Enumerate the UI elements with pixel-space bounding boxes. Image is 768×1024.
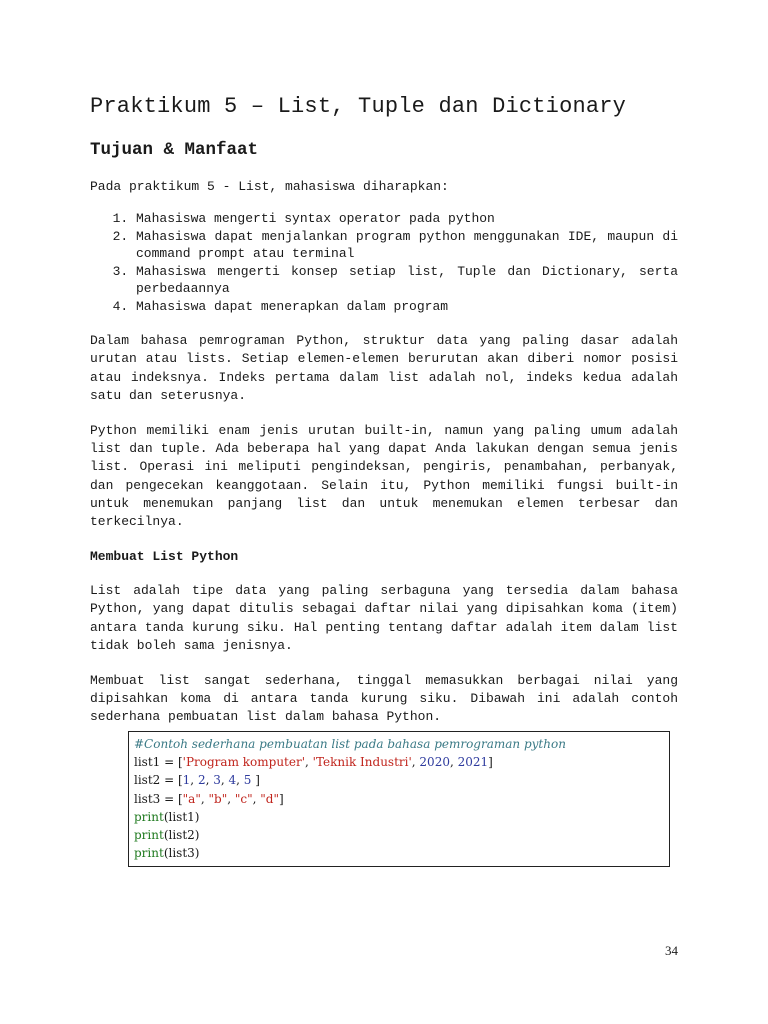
goal-item: 3. Mahasiswa mengerti konsep setiap list, Tuple dan Dictionary, serta perbedaannya bbox=[136, 263, 678, 298]
paragraph: List adalah tipe data yang paling serbaguna yang tersedia dalam bahasa Python, yang dapat ditulis sebagai daftar nilai yang dipisahkan koma (item) antara tanda kurung siku. Hal penting tentang daftar adalah item dalam list tidak boleh sama jenisnya. bbox=[90, 583, 678, 653]
code-number: 5 bbox=[243, 773, 252, 788]
code-number: 1 bbox=[182, 773, 191, 788]
code-number: 3 bbox=[213, 773, 221, 788]
paragraph: Membuat list sangat sederhana, tinggal memasukkan berbagai nilai yang dipisahkan koma di antara tanda kurung siku. Dibawah ini adalah contoh sederhana pembuatan list dalam bahasa Python. bbox=[90, 673, 678, 725]
code-token: , bbox=[200, 791, 209, 806]
code-line bbox=[134, 753, 669, 771]
code-line bbox=[134, 808, 669, 826]
code-string: "a" bbox=[182, 791, 201, 806]
code-token: , bbox=[411, 754, 420, 769]
section-heading: Tujuan & Manfaat bbox=[90, 140, 259, 160]
code-token: , bbox=[236, 773, 244, 788]
code-token: , bbox=[305, 754, 313, 769]
code-token: (list1) bbox=[163, 809, 200, 824]
code-token: list2 = [ bbox=[134, 773, 183, 788]
goals-list bbox=[90, 210, 678, 315]
code-string: "c" bbox=[234, 791, 253, 806]
code-keyword: print bbox=[134, 828, 164, 843]
code-token: list1 = [ bbox=[134, 754, 183, 769]
code-token: ] bbox=[279, 791, 284, 806]
code-keyword: print bbox=[134, 846, 164, 861]
goal-item: 1. Mahasiswa mengerti syntax operator pada python bbox=[136, 210, 678, 228]
code-token: , bbox=[205, 773, 214, 788]
code-keyword: print bbox=[134, 809, 164, 824]
document-page bbox=[90, 92, 678, 867]
code-token: , bbox=[252, 791, 261, 806]
code-token: ] bbox=[488, 754, 493, 769]
goal-item: 2. Mahasiswa dapat menjalankan program python menggunakan IDE, maupun di command prompt atau terminal bbox=[136, 228, 678, 263]
code-string: 'Program komputer' bbox=[182, 754, 305, 769]
code-token: , bbox=[449, 754, 458, 769]
goal-item: 4. Mahasiswa dapat menerapkan dalam program bbox=[136, 298, 678, 316]
code-string: "b" bbox=[208, 791, 228, 806]
code-number: 2020 bbox=[419, 754, 450, 769]
code-token: , bbox=[220, 773, 229, 788]
code-line bbox=[134, 771, 669, 789]
code-block bbox=[128, 731, 670, 867]
code-token: list3 = [ bbox=[134, 791, 183, 806]
code-string: 'Teknik Industri' bbox=[312, 754, 412, 769]
code-line bbox=[134, 790, 669, 808]
paragraph: Dalam bahasa pemrograman Python, struktur data yang paling dasar adalah urutan atau lists. Setiap elemen-elemen berurutan akan diberi nomor posisi atau indeksnya. Indeks pertama dalam list adalah nol, indeks kedua adalah satu dan seterusnya. bbox=[90, 333, 678, 403]
code-token: ] bbox=[251, 773, 260, 788]
intro-text: Pada praktikum 5 - List, mahasiswa diharapkan: bbox=[90, 179, 449, 194]
code-comment: #Contoh sederhana pembuatan list pada bahasa pemrograman python bbox=[134, 736, 566, 751]
code-string: "d" bbox=[260, 791, 280, 806]
code-token: , bbox=[190, 773, 198, 788]
subheading: Membuat List Python bbox=[90, 549, 239, 565]
code-number: 2 bbox=[197, 773, 206, 788]
paragraph: Python memiliki enam jenis urutan built-in, namun yang paling umum adalah list dan tuple. Ada beberapa hal yang dapat Anda lakukan dengan semua jenis list. Operasi ini meliputi pengindeksan, pengiris, penambahan, perbanyak, dan pengecekan keanggotaan. Selain itu, Python memiliki fungsi built-in untuk menemukan panjang list dan untuk menemukan elemen terbesar dan terkecilnya. bbox=[90, 423, 678, 530]
code-token: (list3) bbox=[163, 846, 200, 861]
code-line bbox=[134, 826, 669, 844]
code-token: (list2) bbox=[163, 828, 200, 843]
code-line bbox=[134, 844, 669, 862]
page-title: Praktikum 5 – List, Tuple dan Dictionary bbox=[90, 94, 627, 119]
code-number: 4 bbox=[228, 773, 237, 788]
page-number: 34 bbox=[665, 943, 678, 958]
code-token: , bbox=[227, 791, 235, 806]
code-number: 2021 bbox=[457, 754, 489, 769]
